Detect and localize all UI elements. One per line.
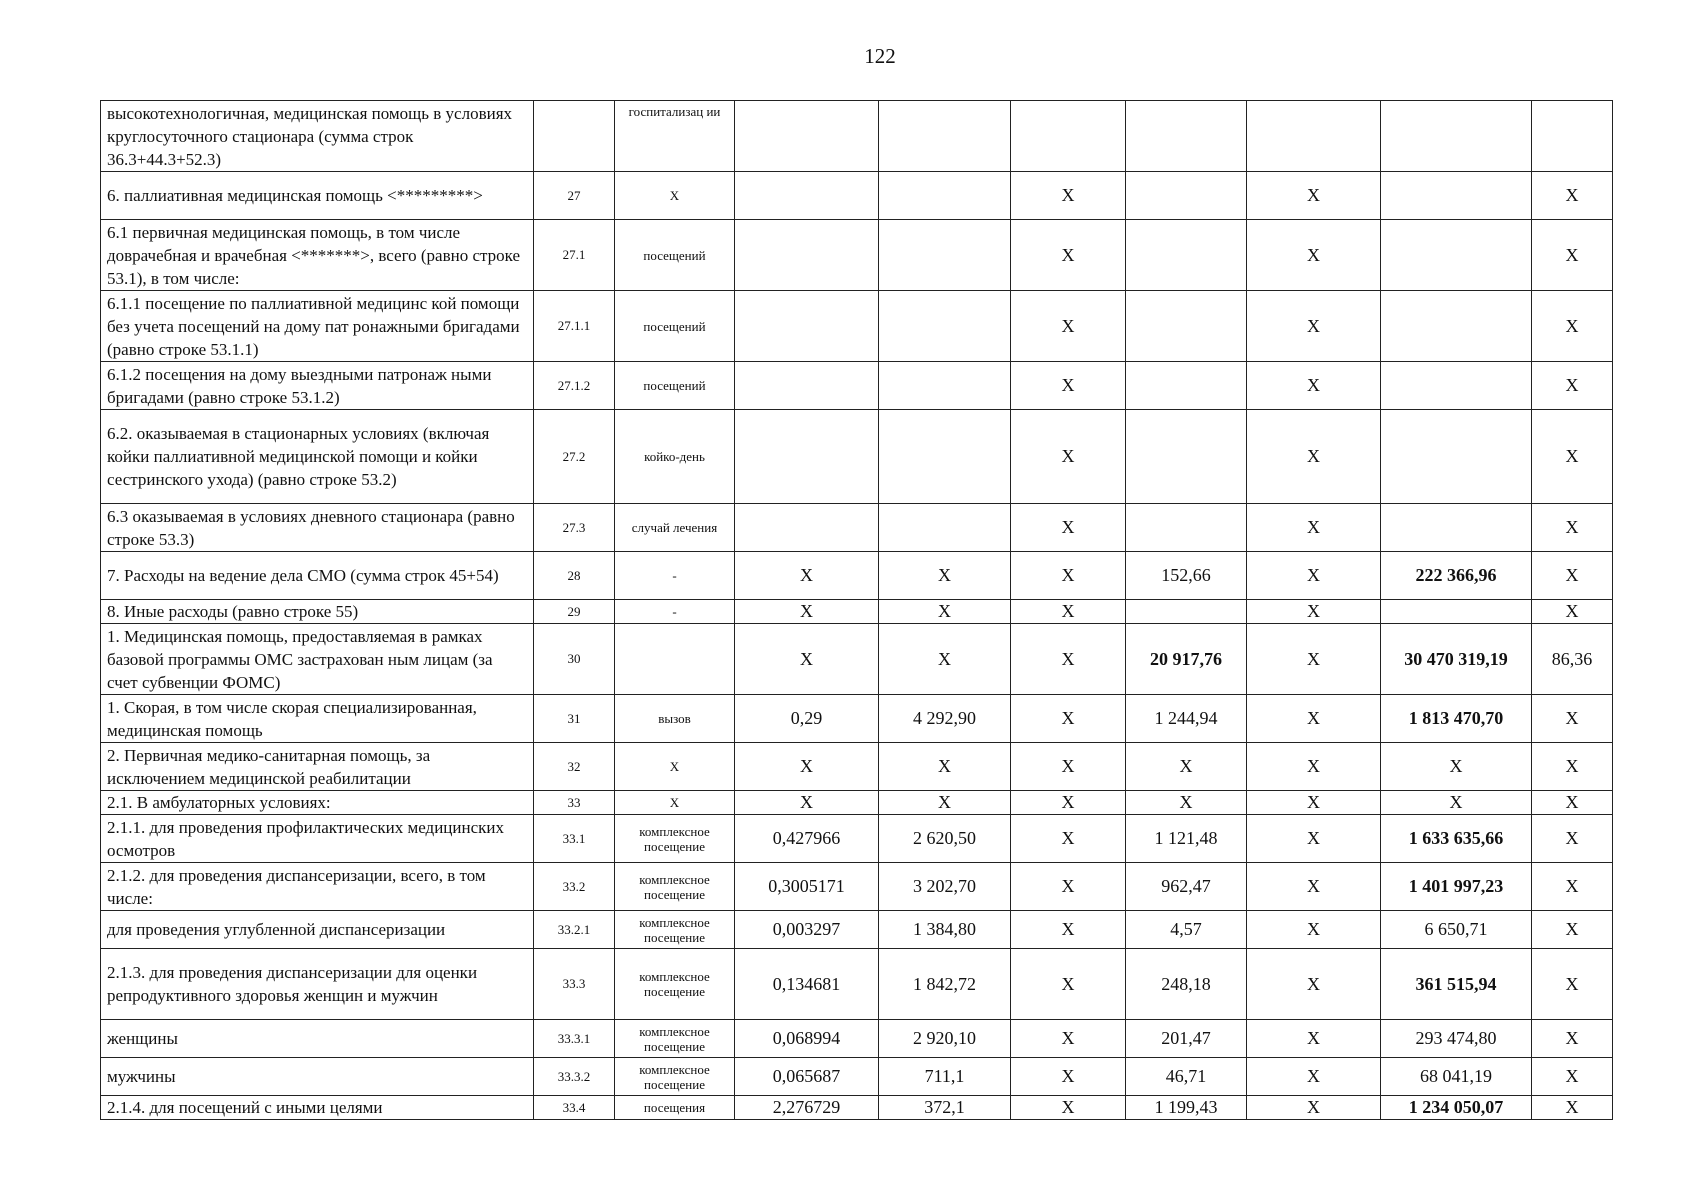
unit-of-measure: вызов bbox=[615, 695, 735, 743]
table-row bbox=[101, 624, 1613, 695]
cell-per-capita-oms bbox=[1126, 220, 1247, 291]
table-row bbox=[101, 220, 1613, 291]
cell-cost-per-unit bbox=[879, 410, 1011, 504]
unit-of-measure: Х bbox=[615, 791, 735, 815]
cell-per-capita-oms bbox=[1126, 410, 1247, 504]
cell-total-budget: Х bbox=[1247, 362, 1381, 410]
cell-per-capita-budget: Х bbox=[1011, 410, 1126, 504]
cell-percent: Х bbox=[1532, 863, 1613, 911]
cell-per-capita-oms bbox=[1126, 101, 1247, 172]
cell-percent bbox=[1532, 101, 1613, 172]
row-number: 27.2 bbox=[534, 410, 615, 504]
row-description: 7. Расходы на ведение дела СМО (сумма строк 45+54) bbox=[101, 552, 534, 600]
cell-cost-per-unit bbox=[879, 504, 1011, 552]
cell-total-oms: 6 650,71 bbox=[1381, 911, 1532, 949]
cell-total-budget: Х bbox=[1247, 410, 1381, 504]
cell-per-capita-budget: Х bbox=[1011, 1058, 1126, 1096]
table-row bbox=[101, 172, 1613, 220]
cell-percent: Х bbox=[1532, 504, 1613, 552]
cell-volume-norm bbox=[735, 362, 879, 410]
cell-percent: Х bbox=[1532, 220, 1613, 291]
row-number: 27.3 bbox=[534, 504, 615, 552]
row-description: 6.3 оказываемая в условиях дневного стационара (равно строке 53.3) bbox=[101, 504, 534, 552]
cell-cost-per-unit: Х bbox=[879, 791, 1011, 815]
financing-table bbox=[100, 100, 1613, 1120]
row-number: 29 bbox=[534, 600, 615, 624]
cell-cost-per-unit bbox=[879, 101, 1011, 172]
row-number: 27.1 bbox=[534, 220, 615, 291]
cell-total-budget: Х bbox=[1247, 791, 1381, 815]
table-row bbox=[101, 552, 1613, 600]
unit-of-measure: Х bbox=[615, 743, 735, 791]
cell-percent: Х bbox=[1532, 791, 1613, 815]
row-description: 1. Медицинская помощь, предоставляемая в рамках базовой программы ОМС застрахован ным лицам (за счет субвенции ФОМС) bbox=[101, 624, 534, 695]
cell-volume-norm bbox=[735, 172, 879, 220]
row-description: мужчины bbox=[101, 1058, 534, 1096]
cell-per-capita-oms bbox=[1126, 504, 1247, 552]
row-number: 33 bbox=[534, 791, 615, 815]
cell-per-capita-budget: Х bbox=[1011, 743, 1126, 791]
cell-total-oms bbox=[1381, 600, 1532, 624]
row-number: 33.2.1 bbox=[534, 911, 615, 949]
cell-total-budget: Х bbox=[1247, 504, 1381, 552]
unit-of-measure: комплексное посещение bbox=[615, 911, 735, 949]
cell-total-budget: Х bbox=[1247, 863, 1381, 911]
row-number bbox=[534, 101, 615, 172]
cell-cost-per-unit: Х bbox=[879, 552, 1011, 600]
cell-per-capita-budget bbox=[1011, 101, 1126, 172]
cell-percent: Х bbox=[1532, 552, 1613, 600]
row-number: 32 bbox=[534, 743, 615, 791]
cell-total-oms: Х bbox=[1381, 791, 1532, 815]
cell-total-budget: Х bbox=[1247, 911, 1381, 949]
row-number: 27.1.2 bbox=[534, 362, 615, 410]
cell-per-capita-budget: Х bbox=[1011, 172, 1126, 220]
cell-per-capita-oms bbox=[1126, 600, 1247, 624]
cell-per-capita-oms: 962,47 bbox=[1126, 863, 1247, 911]
row-number: 33.1 bbox=[534, 815, 615, 863]
row-description: 6.2. оказываемая в стационарных условиях (включая койки паллиативной медицинской помощи и койки сестринского ухода) (равно строке 53.2) bbox=[101, 410, 534, 504]
row-number: 31 bbox=[534, 695, 615, 743]
cell-total-budget bbox=[1247, 101, 1381, 172]
cell-cost-per-unit: 372,1 bbox=[879, 1096, 1011, 1120]
table-row bbox=[101, 410, 1613, 504]
table-row bbox=[101, 695, 1613, 743]
row-description: 6.1 первичная медицинская помощь, в том числе доврачебная и врачебная <*******>, всего (равно строке 53.1), в том числе: bbox=[101, 220, 534, 291]
cell-per-capita-oms: 1 244,94 bbox=[1126, 695, 1247, 743]
row-description: 2.1.2. для проведения диспансеризации, всего, в том числе: bbox=[101, 863, 534, 911]
cell-cost-per-unit: 2 920,10 bbox=[879, 1020, 1011, 1058]
cell-per-capita-budget: Х bbox=[1011, 362, 1126, 410]
cell-volume-norm: 0,29 bbox=[735, 695, 879, 743]
cell-cost-per-unit: 1 384,80 bbox=[879, 911, 1011, 949]
cell-cost-per-unit: 3 202,70 bbox=[879, 863, 1011, 911]
cell-per-capita-budget: Х bbox=[1011, 552, 1126, 600]
cell-total-oms: 30 470 319,19 bbox=[1381, 624, 1532, 695]
cell-per-capita-budget: Х bbox=[1011, 291, 1126, 362]
cell-total-budget: Х bbox=[1247, 552, 1381, 600]
unit-of-measure: койко-день bbox=[615, 410, 735, 504]
cell-total-budget: Х bbox=[1247, 949, 1381, 1020]
table-row bbox=[101, 1096, 1613, 1120]
table-row bbox=[101, 791, 1613, 815]
cell-total-budget: Х bbox=[1247, 220, 1381, 291]
cell-total-oms: 293 474,80 bbox=[1381, 1020, 1532, 1058]
cell-per-capita-oms: Х bbox=[1126, 743, 1247, 791]
table-body bbox=[101, 101, 1613, 1120]
cell-volume-norm: 0,003297 bbox=[735, 911, 879, 949]
unit-of-measure: - bbox=[615, 552, 735, 600]
row-number: 33.3.1 bbox=[534, 1020, 615, 1058]
unit-of-measure: комплексное посещение bbox=[615, 1020, 735, 1058]
table-row bbox=[101, 291, 1613, 362]
row-description: высокотехнологичная, медицинская помощь в условиях круглосуточного стационара (сумма строк 36.3+44.3+52.3) bbox=[101, 101, 534, 172]
unit-of-measure: комплексное посещение bbox=[615, 1058, 735, 1096]
cell-percent: Х bbox=[1532, 949, 1613, 1020]
cell-cost-per-unit bbox=[879, 172, 1011, 220]
row-description: 6.1.1 посещение по паллиативной медицинс кой помощи без учета посещений на дому пат ронажными бригадами (равно строке 53.1.1) bbox=[101, 291, 534, 362]
cell-total-oms: 1 633 635,66 bbox=[1381, 815, 1532, 863]
unit-of-measure: случай лечения bbox=[615, 504, 735, 552]
table-row bbox=[101, 911, 1613, 949]
cell-percent: Х bbox=[1532, 410, 1613, 504]
row-description: для проведения углубленной диспансеризации bbox=[101, 911, 534, 949]
cell-total-budget: Х bbox=[1247, 815, 1381, 863]
cell-total-oms bbox=[1381, 172, 1532, 220]
cell-volume-norm: Х bbox=[735, 791, 879, 815]
cell-total-budget: Х bbox=[1247, 1058, 1381, 1096]
cell-per-capita-budget: Х bbox=[1011, 1096, 1126, 1120]
unit-of-measure: посещений bbox=[615, 362, 735, 410]
cell-per-capita-oms: 152,66 bbox=[1126, 552, 1247, 600]
cell-volume-norm: 0,3005171 bbox=[735, 863, 879, 911]
cell-total-oms bbox=[1381, 410, 1532, 504]
cell-volume-norm bbox=[735, 504, 879, 552]
cell-total-oms: Х bbox=[1381, 743, 1532, 791]
cell-volume-norm: 0,134681 bbox=[735, 949, 879, 1020]
unit-of-measure: комплексное посещение bbox=[615, 815, 735, 863]
cell-per-capita-oms: 201,47 bbox=[1126, 1020, 1247, 1058]
cell-total-oms bbox=[1381, 220, 1532, 291]
row-number: 33.4 bbox=[534, 1096, 615, 1120]
table-row bbox=[101, 815, 1613, 863]
cell-per-capita-budget: Х bbox=[1011, 600, 1126, 624]
table-row bbox=[101, 362, 1613, 410]
cell-percent: Х bbox=[1532, 911, 1613, 949]
row-description: 1. Скорая, в том числе скорая специализированная, медицинская помощь bbox=[101, 695, 534, 743]
unit-of-measure: - bbox=[615, 600, 735, 624]
row-number: 27 bbox=[534, 172, 615, 220]
cell-percent: Х bbox=[1532, 695, 1613, 743]
row-number: 28 bbox=[534, 552, 615, 600]
row-description: 2.1.3. для проведения диспансеризации для оценки репродуктивного здоровья женщин и мужчин bbox=[101, 949, 534, 1020]
unit-of-measure: комплексное посещение bbox=[615, 949, 735, 1020]
row-description: женщины bbox=[101, 1020, 534, 1058]
table-row bbox=[101, 743, 1613, 791]
row-description: 2.1.4. для посещений с иными целями bbox=[101, 1096, 534, 1120]
cell-percent: Х bbox=[1532, 362, 1613, 410]
cell-volume-norm: Х bbox=[735, 600, 879, 624]
cell-cost-per-unit bbox=[879, 362, 1011, 410]
cell-cost-per-unit: 4 292,90 bbox=[879, 695, 1011, 743]
row-number: 30 bbox=[534, 624, 615, 695]
cell-total-oms: 222 366,96 bbox=[1381, 552, 1532, 600]
cell-per-capita-budget: Х bbox=[1011, 791, 1126, 815]
cell-per-capita-budget: Х bbox=[1011, 695, 1126, 743]
table-row bbox=[101, 504, 1613, 552]
table-row bbox=[101, 1058, 1613, 1096]
cell-total-budget: Х bbox=[1247, 624, 1381, 695]
row-number: 27.1.1 bbox=[534, 291, 615, 362]
cell-per-capita-oms: 4,57 bbox=[1126, 911, 1247, 949]
cell-cost-per-unit: 2 620,50 bbox=[879, 815, 1011, 863]
cell-total-budget: Х bbox=[1247, 172, 1381, 220]
cell-volume-norm: Х bbox=[735, 552, 879, 600]
cell-per-capita-budget: Х bbox=[1011, 1020, 1126, 1058]
table-row bbox=[101, 1020, 1613, 1058]
table-row bbox=[101, 101, 1613, 172]
unit-of-measure bbox=[615, 624, 735, 695]
cell-percent: Х bbox=[1532, 600, 1613, 624]
cell-total-oms bbox=[1381, 101, 1532, 172]
cell-cost-per-unit: 711,1 bbox=[879, 1058, 1011, 1096]
cell-volume-norm bbox=[735, 220, 879, 291]
cell-cost-per-unit bbox=[879, 291, 1011, 362]
cell-percent: Х bbox=[1532, 1096, 1613, 1120]
cell-per-capita-oms bbox=[1126, 172, 1247, 220]
cell-per-capita-oms: 248,18 bbox=[1126, 949, 1247, 1020]
row-number: 33.3 bbox=[534, 949, 615, 1020]
cell-cost-per-unit: Х bbox=[879, 743, 1011, 791]
cell-total-budget: Х bbox=[1247, 1020, 1381, 1058]
cell-per-capita-oms: 1 199,43 bbox=[1126, 1096, 1247, 1120]
cell-volume-norm: 0,427966 bbox=[735, 815, 879, 863]
row-number: 33.3.2 bbox=[534, 1058, 615, 1096]
table-row bbox=[101, 949, 1613, 1020]
unit-of-measure: посещений bbox=[615, 220, 735, 291]
cell-cost-per-unit: Х bbox=[879, 600, 1011, 624]
unit-of-measure: Х bbox=[615, 172, 735, 220]
cell-total-oms bbox=[1381, 362, 1532, 410]
unit-of-measure: посещений bbox=[615, 291, 735, 362]
cell-volume-norm: 0,065687 bbox=[735, 1058, 879, 1096]
cell-per-capita-budget: Х bbox=[1011, 863, 1126, 911]
cell-cost-per-unit bbox=[879, 220, 1011, 291]
cell-percent: Х bbox=[1532, 172, 1613, 220]
unit-of-measure: комплексное посещение bbox=[615, 863, 735, 911]
cell-total-oms: 68 041,19 bbox=[1381, 1058, 1532, 1096]
table-row bbox=[101, 600, 1613, 624]
unit-of-measure: посещения bbox=[615, 1096, 735, 1120]
cell-volume-norm: Х bbox=[735, 624, 879, 695]
cell-volume-norm: Х bbox=[735, 743, 879, 791]
cell-volume-norm bbox=[735, 101, 879, 172]
cell-total-budget: Х bbox=[1247, 1096, 1381, 1120]
row-description: 2.1.1. для проведения профилактических медицинских осмотров bbox=[101, 815, 534, 863]
cell-total-budget: Х bbox=[1247, 291, 1381, 362]
cell-total-oms bbox=[1381, 291, 1532, 362]
cell-volume-norm bbox=[735, 410, 879, 504]
row-description: 6. паллиативная медицинская помощь <*********> bbox=[101, 172, 534, 220]
cell-per-capita-budget: Х bbox=[1011, 220, 1126, 291]
row-description: 2.1. В амбулаторных условиях: bbox=[101, 791, 534, 815]
cell-percent: Х bbox=[1532, 815, 1613, 863]
cell-per-capita-oms bbox=[1126, 291, 1247, 362]
cell-volume-norm: 0,068994 bbox=[735, 1020, 879, 1058]
cell-volume-norm: 2,276729 bbox=[735, 1096, 879, 1120]
cell-per-capita-oms: 1 121,48 bbox=[1126, 815, 1247, 863]
row-number: 33.2 bbox=[534, 863, 615, 911]
cell-per-capita-budget: Х bbox=[1011, 815, 1126, 863]
cell-percent: Х bbox=[1532, 743, 1613, 791]
cell-per-capita-budget: Х bbox=[1011, 624, 1126, 695]
row-description: 6.1.2 посещения на дому выездными патронаж ными бригадами (равно строке 53.1.2) bbox=[101, 362, 534, 410]
cell-percent: 86,36 bbox=[1532, 624, 1613, 695]
cell-total-oms: 1 813 470,70 bbox=[1381, 695, 1532, 743]
cell-cost-per-unit: 1 842,72 bbox=[879, 949, 1011, 1020]
cell-per-capita-budget: Х bbox=[1011, 949, 1126, 1020]
cell-total-oms bbox=[1381, 504, 1532, 552]
cell-total-oms: 1 234 050,07 bbox=[1381, 1096, 1532, 1120]
cell-per-capita-oms: Х bbox=[1126, 791, 1247, 815]
table-row bbox=[101, 863, 1613, 911]
cell-per-capita-oms: 46,71 bbox=[1126, 1058, 1247, 1096]
cell-cost-per-unit: Х bbox=[879, 624, 1011, 695]
cell-volume-norm bbox=[735, 291, 879, 362]
cell-percent: Х bbox=[1532, 291, 1613, 362]
cell-total-oms: 361 515,94 bbox=[1381, 949, 1532, 1020]
page-number: 122 bbox=[864, 44, 896, 68]
cell-percent: Х bbox=[1532, 1058, 1613, 1096]
cell-total-budget: Х bbox=[1247, 695, 1381, 743]
cell-total-oms: 1 401 997,23 bbox=[1381, 863, 1532, 911]
cell-per-capita-oms bbox=[1126, 362, 1247, 410]
row-description: 2. Первичная медико-санитарная помощь, за исключением медицинской реабилитации bbox=[101, 743, 534, 791]
cell-total-budget: Х bbox=[1247, 743, 1381, 791]
cell-per-capita-oms: 20 917,76 bbox=[1126, 624, 1247, 695]
row-description: 8. Иные расходы (равно строке 55) bbox=[101, 600, 534, 624]
cell-percent: Х bbox=[1532, 1020, 1613, 1058]
cell-total-budget: Х bbox=[1247, 600, 1381, 624]
cell-per-capita-budget: Х bbox=[1011, 504, 1126, 552]
cell-per-capita-budget: Х bbox=[1011, 911, 1126, 949]
unit-of-measure: госпитализац ии bbox=[615, 101, 735, 172]
